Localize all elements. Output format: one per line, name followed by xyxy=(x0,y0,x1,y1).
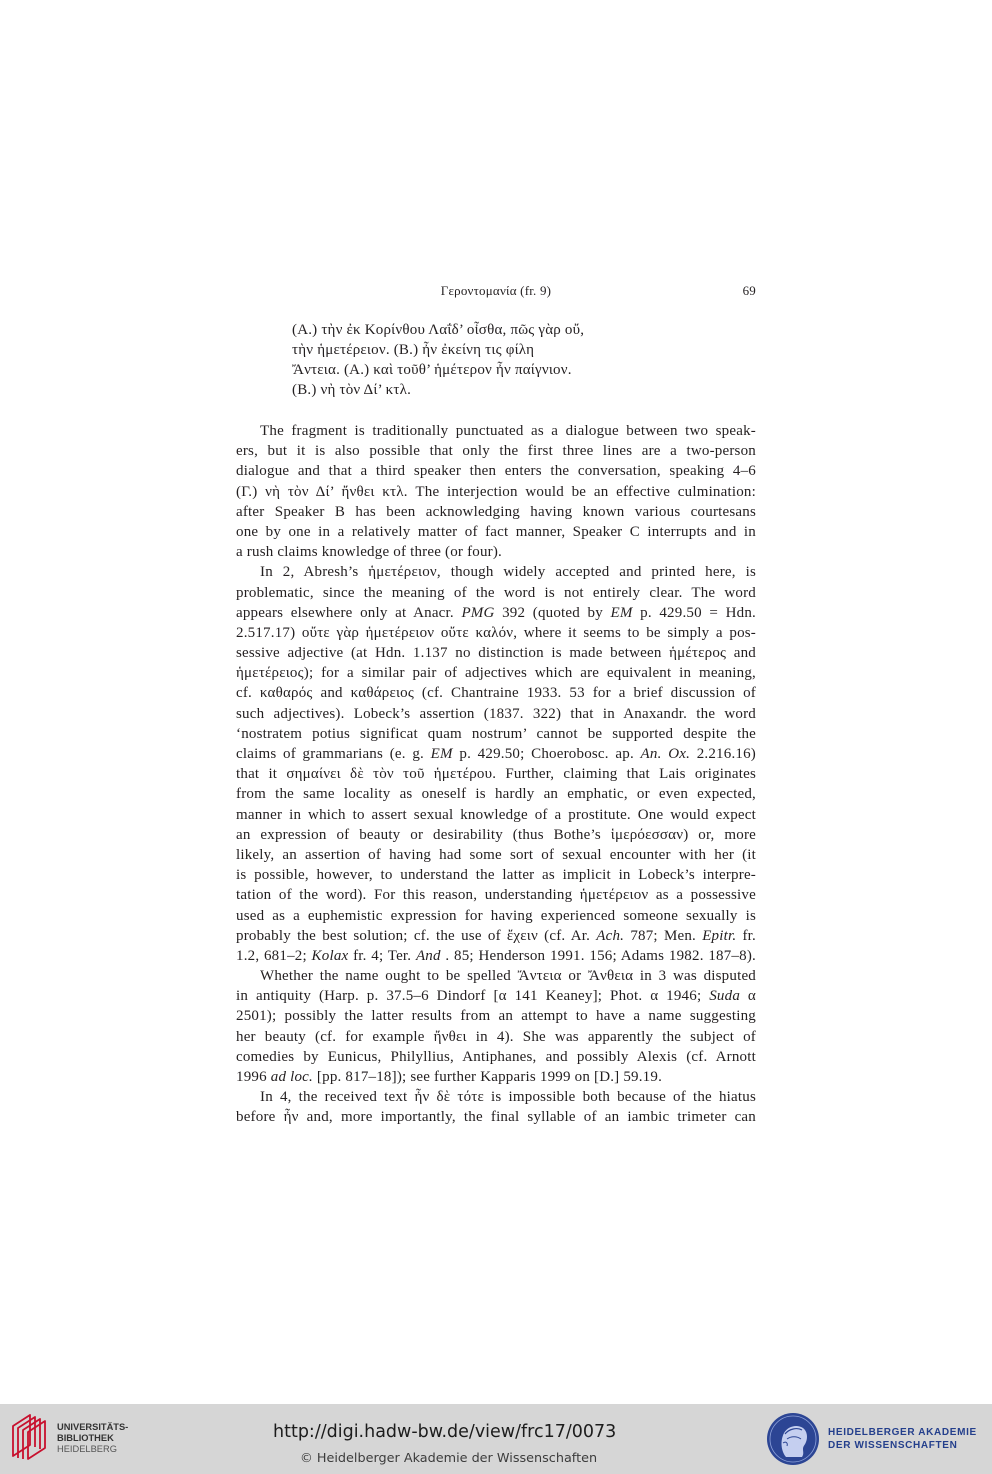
text-line: comedies by Eunicus, Philyllius, Antiphanes, and possibly Alexis (cf. Arnott xyxy=(236,1048,756,1065)
text-line xyxy=(236,744,756,764)
text-run: p. 429.50; Choerobosc. ap. xyxy=(452,746,641,762)
italic-text: EM xyxy=(610,604,633,621)
commentary-text xyxy=(236,421,756,1128)
text-run: . 85; Henderson 1991. 156; Adams 1982. 187–8). xyxy=(440,947,756,964)
hadw-wordmark-line: HEIDELBERGER AKADEMIE xyxy=(828,1426,977,1438)
text-run: fr. xyxy=(736,927,757,944)
text-line: tation of the word). For this reason, understanding ἡμετέρειον as a possessive xyxy=(236,887,756,904)
hadw-emblem-icon xyxy=(766,1412,820,1466)
text-run: 787; Men. xyxy=(624,927,703,944)
text-run: claims of grammarians (e. g. xyxy=(236,746,431,762)
text-line: from the same locality as oneself is hardly an emphatic, or even expected, xyxy=(236,786,756,803)
text-line: sessive adjective (at Hdn. 1.137 no distinction is made between ἡμέτερος and xyxy=(236,645,756,662)
text-run: 2.216.16) xyxy=(690,746,757,762)
text-line: her beauty (cf. for example ἤνθει in 4). She was apparently the subject of xyxy=(236,1028,756,1045)
text-run: 392 (quoted by xyxy=(494,604,611,621)
hadw-emblem-icon xyxy=(766,1412,820,1466)
text-line: 2501); possibly the latter results from an attempt to have a name suggesting xyxy=(236,1008,756,1025)
ub-heidelberg-logo-icon xyxy=(10,1412,50,1460)
text-line xyxy=(236,926,756,946)
ub-wordmark-line: HEIDELBERG xyxy=(57,1444,117,1454)
text-run: appears elsewhere only at Anacr. xyxy=(236,604,462,621)
text-line: one by one in a relatively matter of fact manner, Speaker C interrupts and in xyxy=(236,523,756,540)
italic-text: And xyxy=(415,947,441,964)
text-run: [pp. 817–18]); see further Kapparis 1999 on [D.] 59.19. xyxy=(312,1069,663,1085)
running-title: Γεροντομανία (fr. 9) xyxy=(440,283,552,298)
text-line: likely, an assertion of having had some sort of sexual encounter with her (it xyxy=(236,846,756,863)
paragraph-hemetereion xyxy=(236,562,756,966)
italic-text: Epitr. xyxy=(702,927,737,944)
verse-line: Ἄντεια. (A.) καὶ τοῦθ’ ἡμέτερον ἦν παίγνιον. xyxy=(292,362,572,378)
paragraph-speaker-division xyxy=(236,421,756,562)
text-line: used as a euphemistic expression for having experienced someone sexually is xyxy=(236,907,756,924)
verse-quotation xyxy=(292,320,584,400)
text-line: before ἦν and, more importantly, the final syllable of an iambic trimeter can xyxy=(236,1109,756,1126)
ub-wordmark-line: UNIVERSITÄTS- xyxy=(57,1422,129,1432)
italic-text: PMG xyxy=(461,604,495,621)
text-run: p. 429.50 = Hdn. xyxy=(632,604,756,621)
text-line xyxy=(236,986,756,1006)
hadw-wordmark-line: DER WISSENSCHAFTEN xyxy=(828,1439,958,1451)
paragraph-received-text xyxy=(236,1087,756,1127)
text-line: The fragment is traditionally punctuated as a dialogue between two speak- xyxy=(260,423,756,439)
text-line: ers, but it is also possible that only the first three lines are a two-person xyxy=(236,443,756,460)
text-run: probably the best solution; cf. the use of ἔχειν (cf. Ar. xyxy=(236,927,597,944)
text-run: 1996 xyxy=(236,1069,271,1085)
text-line: that it σημαίνει δὲ τὸν τοῦ ἡμετέρου. Further, claiming that Lais originates xyxy=(236,766,756,783)
text-line: a rush claims knowledge of three (or four). xyxy=(236,544,503,561)
italic-text: Kolax xyxy=(311,947,349,964)
ub-wordmark-line: BIBLIOTHEK xyxy=(57,1433,114,1443)
italic-text: ad loc. xyxy=(270,1069,313,1085)
text-line: 2.517.17) οὔτε γὰρ ἡμετέρειον οὔτε καλόν, where it seems to be simply a pos- xyxy=(236,624,756,641)
text-line: an expression of beauty or desirability (thus Bothe’s ἱμερόεσσαν) or, more xyxy=(236,826,756,843)
text-line xyxy=(236,946,756,966)
text-line xyxy=(236,1067,756,1087)
text-line: such adjectives). Lobeck’s assertion (1837. 322) that in Anaxandr. the word xyxy=(236,705,756,722)
text-line: ‘nostratem potius significat quam nostrum’ cannot be supported despite the xyxy=(236,725,756,742)
text-line: In 4, the received text ἦν δὲ τότε is impossible both because of the hiatus xyxy=(260,1089,756,1106)
permalink-url[interactable]: http://digi.hadw-bw.de/view/frc17/0073 xyxy=(273,1422,617,1442)
italic-text: EM xyxy=(430,746,453,762)
text-line: In 2, Abresh’s ἡμετέρειον, though widely accepted and printed here, is xyxy=(260,564,756,581)
italic-text: Suda xyxy=(709,988,741,1005)
text-line: manner in which to assert sexual knowledge of a prostitute. One would expect xyxy=(236,806,756,823)
hadw-wordmark xyxy=(828,1426,977,1452)
verse-line: (B.) νὴ τὸν Δί’ κτλ. xyxy=(292,382,412,398)
text-line: cf. καθαρός and καθάρειος (cf. Chantraine 1933. 53 for a brief discussion of xyxy=(236,685,756,702)
text-line xyxy=(236,603,756,623)
text-line: (Γ.) νὴ τὸν Δί’ ἤνθει κτλ. The interjection would be an effective culmination: xyxy=(236,483,756,500)
italic-text: Ach. xyxy=(596,927,625,944)
text-line: problematic, since the meaning of the word is not entirely clear. The word xyxy=(236,584,756,601)
verse-line: (A.) τὴν ἐκ Κορίνθου Λαΐδ’ οἶσθα, πῶς γὰρ οὔ, xyxy=(292,322,585,338)
paragraph-anteia-name xyxy=(236,966,756,1087)
text-run: fr. 4; Ter. xyxy=(348,947,416,964)
text-line: is possible, however, to understand the latter as implicit in Lobeck’s interpre- xyxy=(236,867,756,884)
text-line: ἡμετέρειος); for a similar pair of adjectives which are equivalent in meaning, xyxy=(236,665,756,682)
copyright-notice: © Heidelberger Akademie der Wissenschaften xyxy=(300,1451,598,1466)
ub-heidelberg-logo-icon xyxy=(10,1412,50,1460)
ub-heidelberg-wordmark xyxy=(57,1422,128,1455)
text-line: after Speaker B has been acknowledging having known various courtesans xyxy=(236,503,756,520)
text-line: Whether the name ought to be spelled Ἄντεια or Ἄνθεια in 3 was disputed xyxy=(260,968,756,985)
running-head xyxy=(236,281,756,301)
text-run: 1.2, 681–2; xyxy=(236,947,312,964)
viewer-footer xyxy=(0,1404,992,1474)
text-run: α xyxy=(740,988,756,1005)
text-run: in antiquity (Harp. p. 37.5–6 Dindorf [α 141 Keaney]; Phot. α 1946; xyxy=(236,988,710,1005)
verse-line: τὴν ἡμετέρειον. (B.) ἦν ἐκείνη τις φίλη xyxy=(292,342,535,358)
italic-text: An. Ox. xyxy=(640,746,691,762)
page-number: 69 xyxy=(742,283,756,298)
text-line: dialogue and that a third speaker then enters the conversation, speaking 4–6 xyxy=(236,463,756,480)
